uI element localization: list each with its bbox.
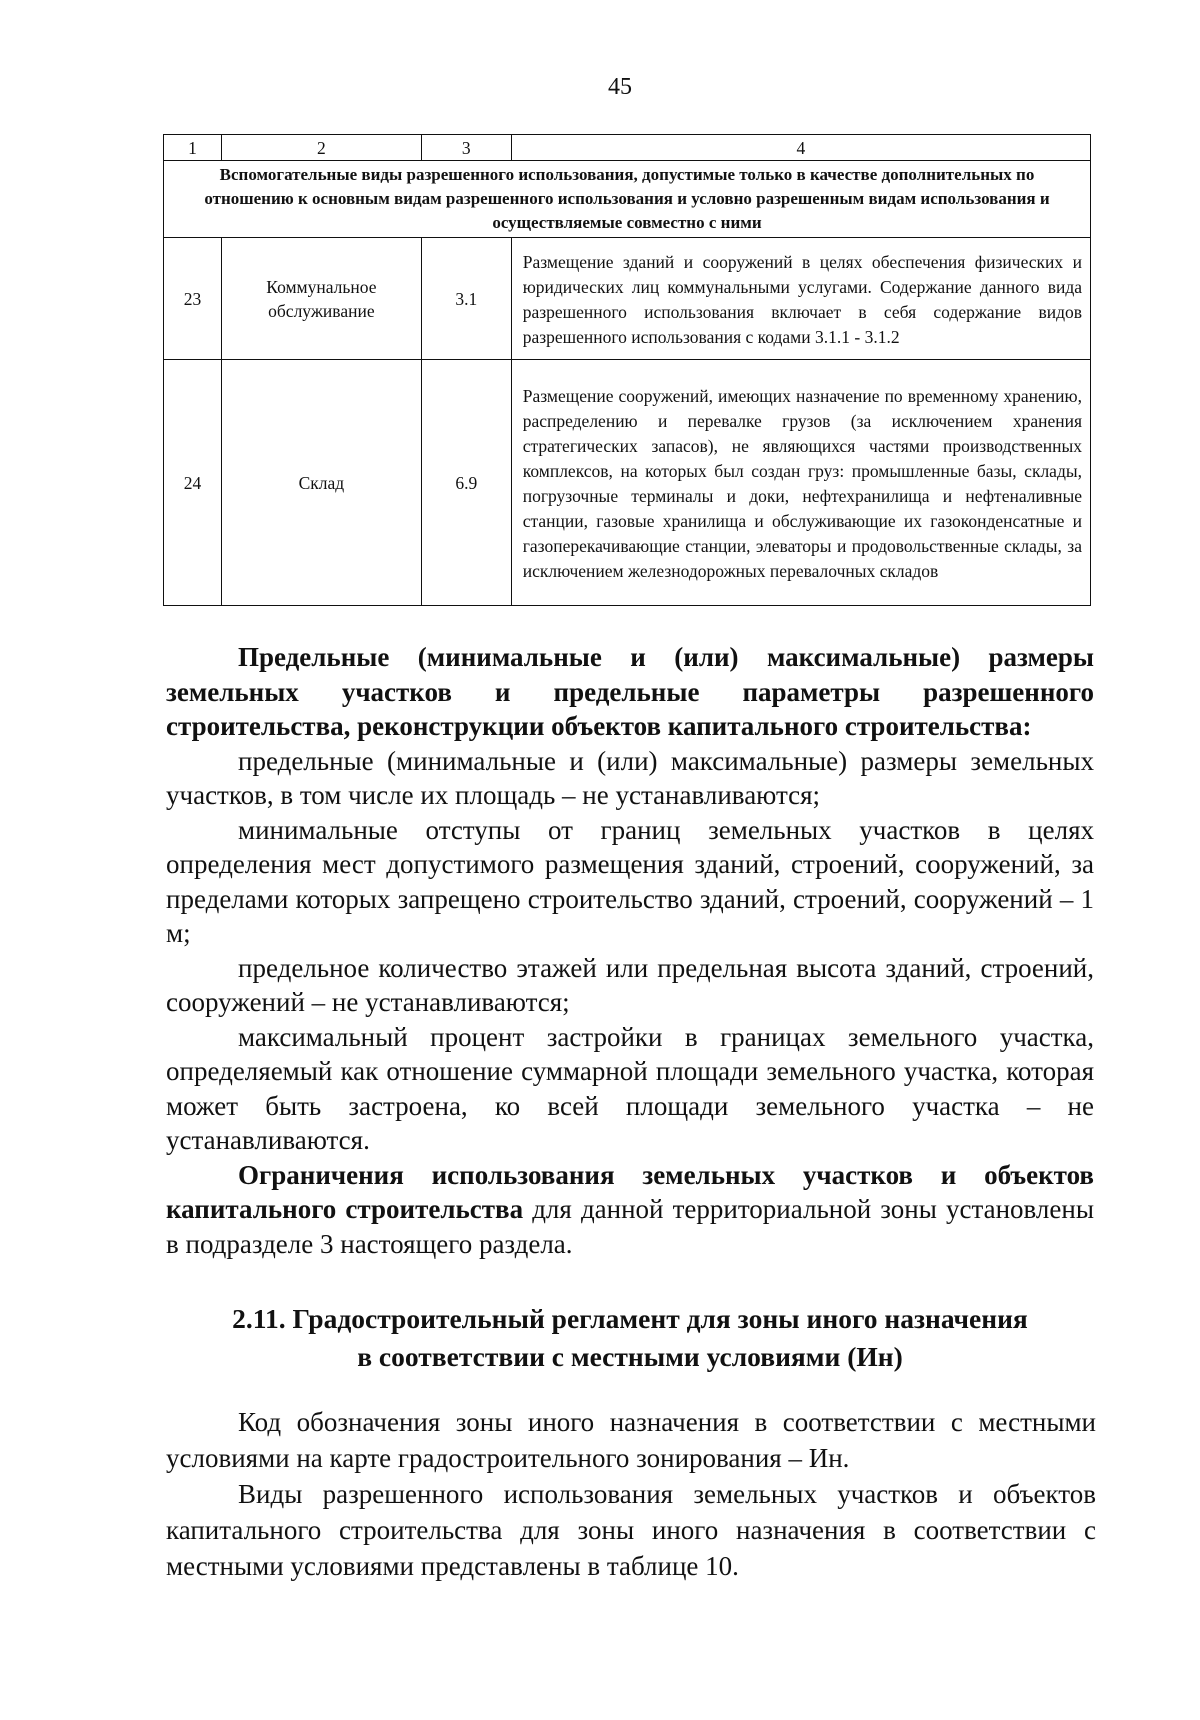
section-title: Вспомогательные виды разрешенного использования, допустимые только в качестве дополнительных по отношению к основным видам разрешенного использования и условно разрешенным видам использования и осуществляемые совместно с ними	[164, 161, 1091, 238]
restrictions-bold: Ограничения использования земельных участков и объектов капитального строительства	[166, 1159, 1094, 1224]
header-cell-1: 1	[164, 135, 222, 161]
restrictions-rest: для данной территориальной зоны установлены в подразделе 3 настоящего раздела.	[166, 1194, 1094, 1259]
use-name: Склад	[221, 360, 421, 606]
use-code: 6.9	[421, 360, 511, 606]
zone-code-paragraph: Код обозначения зоны иного назначения в соответствии с местными условиями на карте градостроительного зонирования – Ин.	[166, 1407, 1096, 1473]
limit-item: минимальные отступы от границ земельных участков в целях определения мест допустимого размещения зданий, строений, сооружений, за пределами которых запрещено строительство зданий, строений, сооружений – 1 м;	[166, 814, 1094, 948]
header-cell-2: 2	[221, 135, 421, 161]
table-row	[164, 238, 1091, 360]
section-heading-line2: в соответствии с местными условиями (Ин)	[357, 1341, 903, 1372]
limits-title: Предельные (минимальные и (или) максимальные) размеры земельных участков и предельные параметры разрешенного строительства, реконструкции объектов капитального строительства:	[166, 642, 1094, 741]
limits-section	[166, 640, 1094, 1261]
table-row	[164, 360, 1091, 606]
limit-item: максимальный процент застройки в границах земельного участка, определяемый как отношение суммарной площади земельного участка, которая может быть застроена, ко всей площади земельного участка – не устанавливаются.	[166, 1021, 1094, 1155]
zone-description	[166, 1404, 1096, 1584]
permitted-use-table	[163, 134, 1091, 606]
table-header-row	[164, 135, 1091, 161]
table-section-row	[164, 161, 1091, 238]
restrictions-paragraph	[166, 1158, 1094, 1262]
zone-uses-paragraph: Виды разрешенного использования земельных участков и объектов капитального строительства для зоны иного назначения в соответствии с местными условиями представлены в таблице 10.	[166, 1479, 1096, 1581]
section-heading	[166, 1300, 1094, 1376]
use-description: Размещение зданий и сооружений в целях обеспечения физических и юридических лиц коммунальными услугами. Содержание данного вида разрешенного использования включает в себя содержание видов разрешенного использования с кодами 3.1.1 - 3.1.2	[511, 238, 1090, 360]
use-code: 3.1	[421, 238, 511, 360]
use-name: Коммунальное обслуживание	[221, 238, 421, 360]
section-heading-line1: 2.11. Градостроительный регламент для зоны иного назначения	[232, 1303, 1028, 1334]
limit-item: предельные (минимальные и (или) максимальные) размеры земельных участков, в том числе их площадь – не устанавливаются;	[166, 745, 1094, 810]
use-description: Размещение сооружений, имеющих назначение по временному хранению, распределению и перевалке грузов (за исключением хранения стратегических запасов), не являющихся частями производственных комплексов, на которых был создан груз: промышленные базы, склады, погрузочные терминалы и доки, нефтехранилища и нефтеналивные станции, газовые хранилища и обслуживающие их газоконденсатные и газоперекачивающие станции, элеваторы и продовольственные склады, за исключением железнодорожных перевалочных складов	[511, 360, 1090, 606]
page-number: 45	[608, 74, 632, 100]
header-cell-3: 3	[421, 135, 511, 161]
row-number: 24	[164, 360, 222, 606]
header-cell-4: 4	[511, 135, 1090, 161]
row-number: 23	[164, 238, 222, 360]
limit-item: предельное количество этажей или предельная высота зданий, строений, сооружений – не устанавливаются;	[166, 952, 1094, 1017]
